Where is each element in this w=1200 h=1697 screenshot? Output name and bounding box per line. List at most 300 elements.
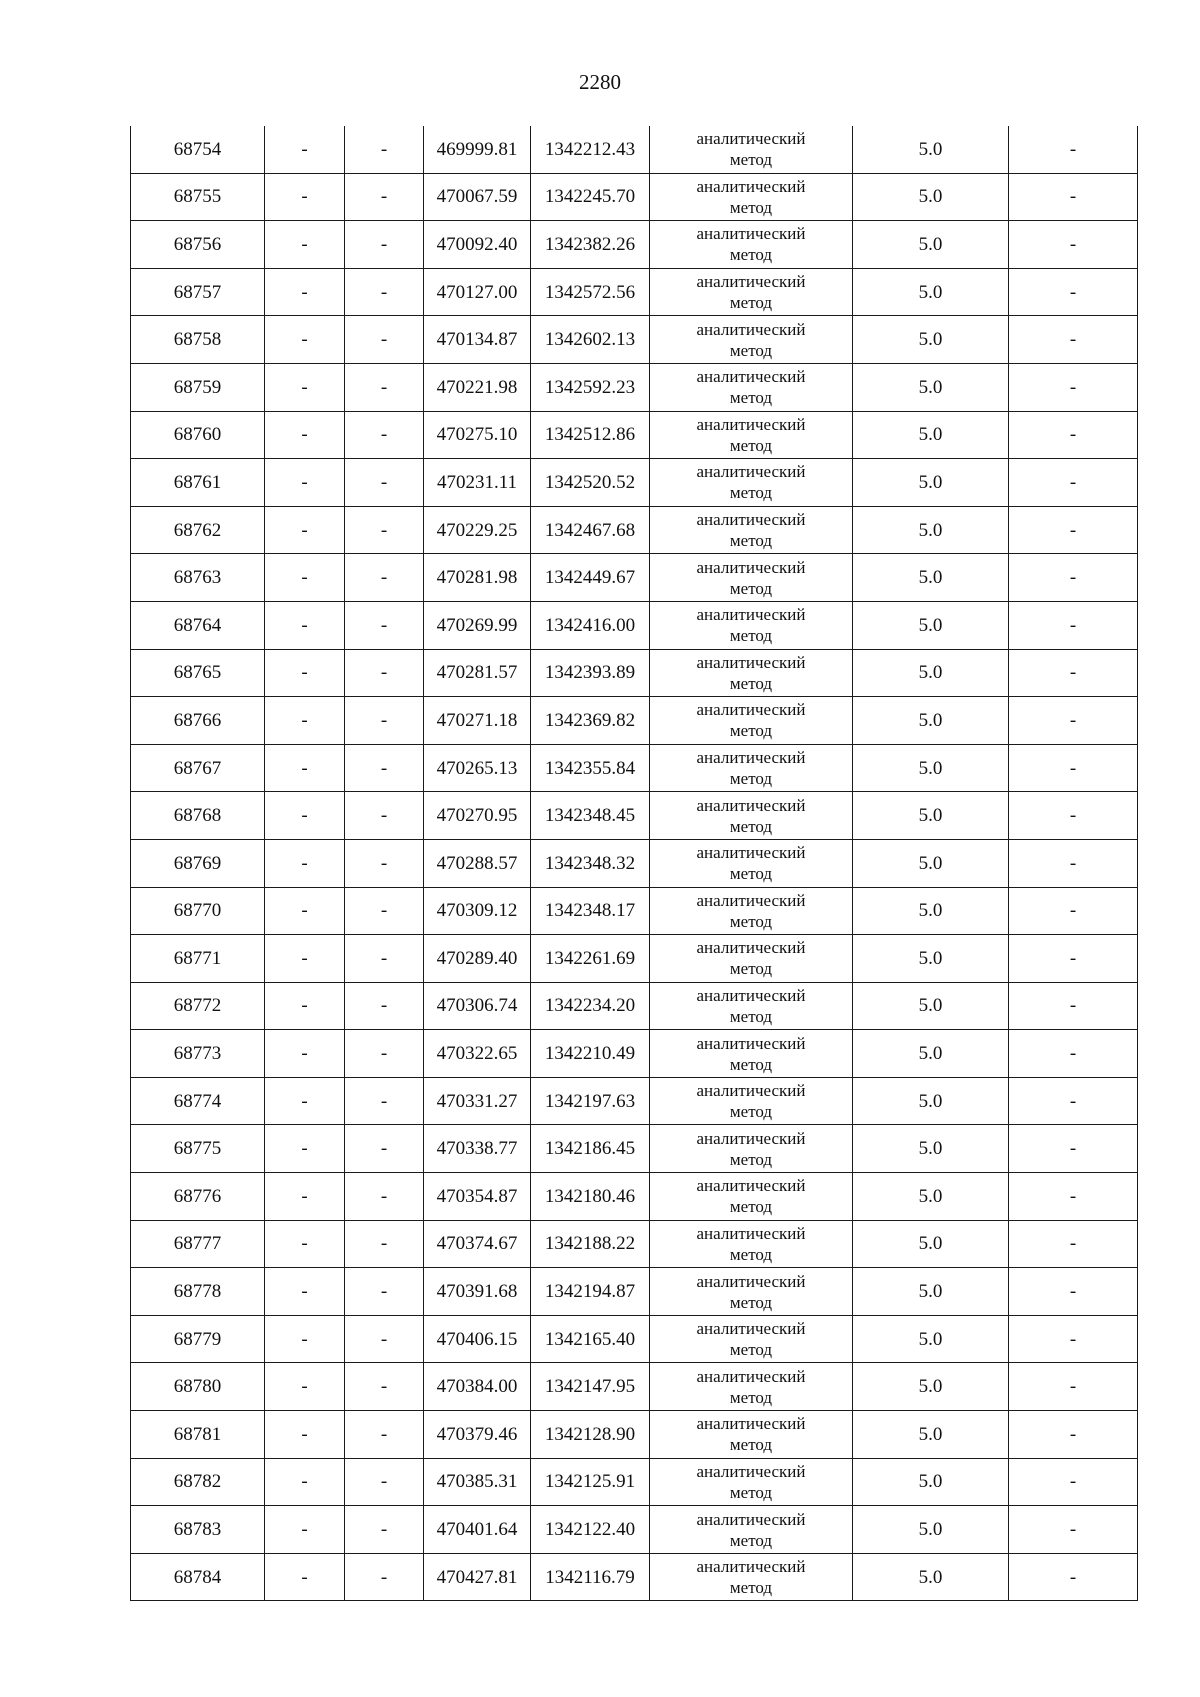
cell-method [650,1411,853,1459]
cell-method [650,1220,853,1268]
cell-col8: - [1009,1411,1138,1459]
method-line-2: метод [729,911,773,931]
table-row [131,935,1138,983]
cell-col3: - [345,173,424,221]
method-line-2: метод [729,578,773,598]
cell-y-coordinate: 1342348.45 [531,792,650,840]
cell-col8: - [1009,459,1138,507]
cell-col2: - [265,839,345,887]
cell-col2: - [265,411,345,459]
cell-x-coordinate: 470288.57 [424,839,531,887]
cell-point-id: 68761 [131,459,265,507]
cell-method [650,1077,853,1125]
cell-accuracy: 5.0 [853,1030,1009,1078]
method-line-1: аналитический [696,176,806,196]
method-line-2: метод [729,626,773,646]
method-line-1: аналитический [696,129,806,149]
cell-x-coordinate: 470427.81 [424,1553,531,1601]
cell-y-coordinate: 1342212.43 [531,126,650,173]
cell-accuracy: 5.0 [853,316,1009,364]
method-line-1: аналитический [696,1461,806,1481]
cell-accuracy: 5.0 [853,649,1009,697]
cell-method [650,363,853,411]
cell-x-coordinate: 470127.00 [424,268,531,316]
cell-method [650,1268,853,1316]
method-line-2: метод [729,531,773,551]
cell-x-coordinate: 469999.81 [424,126,531,173]
method-line-2: метод [729,435,773,455]
cell-point-id: 68771 [131,935,265,983]
cell-col2: - [265,887,345,935]
cell-accuracy: 5.0 [853,1125,1009,1173]
cell-col2: - [265,1268,345,1316]
cell-col8: - [1009,1315,1138,1363]
cell-accuracy: 5.0 [853,1315,1009,1363]
cell-accuracy: 5.0 [853,268,1009,316]
table-row [131,268,1138,316]
method-line-1: аналитический [696,414,806,434]
cell-x-coordinate: 470281.57 [424,649,531,697]
cell-x-coordinate: 470401.64 [424,1506,531,1554]
cell-col3: - [345,601,424,649]
cell-method [650,411,853,459]
table-row [131,221,1138,269]
cell-y-coordinate: 1342512.86 [531,411,650,459]
cell-point-id: 68766 [131,697,265,745]
cell-y-coordinate: 1342348.17 [531,887,650,935]
cell-accuracy: 5.0 [853,839,1009,887]
method-line-2: метод [729,1387,773,1407]
cell-col3: - [345,649,424,697]
table-row [131,363,1138,411]
cell-accuracy: 5.0 [853,601,1009,649]
cell-col8: - [1009,1030,1138,1078]
cell-method [650,1553,853,1601]
method-line-2: метод [729,721,773,741]
cell-y-coordinate: 1342210.49 [531,1030,650,1078]
cell-col3: - [345,1077,424,1125]
cell-col3: - [345,1268,424,1316]
cell-col3: - [345,221,424,269]
cell-method [650,649,853,697]
cell-col2: - [265,601,345,649]
cell-col2: - [265,1077,345,1125]
method-line-2: метод [729,816,773,836]
cell-col3: - [345,1411,424,1459]
table-row [131,1220,1138,1268]
cell-accuracy: 5.0 [853,1506,1009,1554]
cell-col8: - [1009,1506,1138,1554]
method-line-1: аналитический [696,652,806,672]
cell-method [650,887,853,935]
cell-col8: - [1009,697,1138,745]
cell-col3: - [345,1553,424,1601]
method-line-1: аналитический [696,700,806,720]
table-row [131,316,1138,364]
cell-y-coordinate: 1342449.67 [531,554,650,602]
cell-y-coordinate: 1342382.26 [531,221,650,269]
method-line-1: аналитический [696,272,806,292]
cell-method [650,316,853,364]
table-row [131,982,1138,1030]
cell-method [650,697,853,745]
method-line-1: аналитический [696,1081,806,1101]
cell-col8: - [1009,935,1138,983]
cell-accuracy: 5.0 [853,554,1009,602]
method-line-2: метод [729,673,773,693]
table-row [131,173,1138,221]
cell-col8: - [1009,411,1138,459]
table-row [131,1458,1138,1506]
cell-y-coordinate: 1342520.52 [531,459,650,507]
table-row [131,1030,1138,1078]
cell-col2: - [265,1411,345,1459]
cell-y-coordinate: 1342572.56 [531,268,650,316]
page-number: 2280 [579,70,621,94]
method-line-2: метод [729,197,773,217]
table-row [131,1125,1138,1173]
method-line-1: аналитический [696,795,806,815]
cell-method [650,1458,853,1506]
method-line-1: аналитический [696,1223,806,1243]
cell-x-coordinate: 470385.31 [424,1458,531,1506]
cell-col3: - [345,1458,424,1506]
cell-point-id: 68775 [131,1125,265,1173]
cell-accuracy: 5.0 [853,792,1009,840]
cell-col2: - [265,649,345,697]
cell-col8: - [1009,1268,1138,1316]
cell-method [650,268,853,316]
method-line-2: метод [729,1530,773,1550]
cell-col3: - [345,506,424,554]
cell-y-coordinate: 1342393.89 [531,649,650,697]
cell-point-id: 68756 [131,221,265,269]
cell-x-coordinate: 470384.00 [424,1363,531,1411]
cell-col2: - [265,1173,345,1221]
method-line-1: аналитический [696,1128,806,1148]
cell-col8: - [1009,126,1138,173]
cell-col8: - [1009,363,1138,411]
method-line-2: метод [729,1054,773,1074]
cell-col8: - [1009,316,1138,364]
cell-col3: - [345,363,424,411]
cell-point-id: 68773 [131,1030,265,1078]
table-row [131,601,1138,649]
method-line-2: метод [729,1102,773,1122]
table-row [131,1553,1138,1601]
cell-point-id: 68760 [131,411,265,459]
cell-point-id: 68759 [131,363,265,411]
cell-y-coordinate: 1342147.95 [531,1363,650,1411]
cell-accuracy: 5.0 [853,221,1009,269]
method-line-1: аналитический [696,1414,806,1434]
table-row [131,411,1138,459]
cell-method [650,1030,853,1078]
cell-y-coordinate: 1342245.70 [531,173,650,221]
cell-col8: - [1009,1553,1138,1601]
cell-method [650,1173,853,1221]
cell-col2: - [265,1506,345,1554]
cell-x-coordinate: 470289.40 [424,935,531,983]
cell-y-coordinate: 1342188.22 [531,1220,650,1268]
cell-accuracy: 5.0 [853,744,1009,792]
cell-col8: - [1009,173,1138,221]
cell-col3: - [345,316,424,364]
method-line-1: аналитический [696,462,806,482]
cell-y-coordinate: 1342122.40 [531,1506,650,1554]
cell-accuracy: 5.0 [853,887,1009,935]
cell-accuracy: 5.0 [853,1220,1009,1268]
cell-method [650,744,853,792]
cell-accuracy: 5.0 [853,126,1009,173]
cell-col3: - [345,1363,424,1411]
cell-method [650,601,853,649]
cell-col3: - [345,554,424,602]
cell-method [650,982,853,1030]
cell-y-coordinate: 1342180.46 [531,1173,650,1221]
cell-accuracy: 5.0 [853,506,1009,554]
table-row [131,1268,1138,1316]
table-row [131,506,1138,554]
cell-method [650,554,853,602]
cell-method [650,459,853,507]
cell-x-coordinate: 470406.15 [424,1315,531,1363]
cell-col3: - [345,1315,424,1363]
cell-method [650,792,853,840]
cell-accuracy: 5.0 [853,1363,1009,1411]
cell-point-id: 68769 [131,839,265,887]
cell-col2: - [265,982,345,1030]
table-row [131,792,1138,840]
cell-x-coordinate: 470338.77 [424,1125,531,1173]
table-row [131,459,1138,507]
method-line-1: аналитический [696,1319,806,1339]
cell-col3: - [345,1030,424,1078]
method-line-2: метод [729,483,773,503]
cell-col8: - [1009,982,1138,1030]
cell-col2: - [265,935,345,983]
cell-y-coordinate: 1342197.63 [531,1077,650,1125]
cell-point-id: 68764 [131,601,265,649]
cell-col2: - [265,363,345,411]
table-body [131,126,1138,1601]
cell-col3: - [345,1173,424,1221]
cell-y-coordinate: 1342348.32 [531,839,650,887]
cell-col8: - [1009,1125,1138,1173]
method-line-2: метод [729,959,773,979]
cell-y-coordinate: 1342261.69 [531,935,650,983]
cell-y-coordinate: 1342592.23 [531,363,650,411]
method-line-2: метод [729,1482,773,1502]
cell-point-id: 68767 [131,744,265,792]
table-row [131,1363,1138,1411]
cell-y-coordinate: 1342128.90 [531,1411,650,1459]
cell-col8: - [1009,268,1138,316]
cell-x-coordinate: 470281.98 [424,554,531,602]
cell-col3: - [345,887,424,935]
method-line-1: аналитический [696,985,806,1005]
cell-col8: - [1009,1173,1138,1221]
method-line-2: метод [729,1340,773,1360]
cell-point-id: 68776 [131,1173,265,1221]
cell-y-coordinate: 1342186.45 [531,1125,650,1173]
cell-col3: - [345,126,424,173]
table-row [131,1315,1138,1363]
cell-method [650,839,853,887]
cell-point-id: 68758 [131,316,265,364]
cell-col2: - [265,1030,345,1078]
cell-x-coordinate: 470374.67 [424,1220,531,1268]
cell-col2: - [265,459,345,507]
method-line-2: метод [729,340,773,360]
cell-point-id: 68754 [131,126,265,173]
table-row [131,649,1138,697]
cell-col8: - [1009,506,1138,554]
cell-col8: - [1009,601,1138,649]
method-line-2: метод [729,293,773,313]
method-line-2: метод [729,1435,773,1455]
cell-col3: - [345,268,424,316]
cell-x-coordinate: 470309.12 [424,887,531,935]
cell-point-id: 68778 [131,1268,265,1316]
method-line-1: аналитический [696,1271,806,1291]
cell-x-coordinate: 470275.10 [424,411,531,459]
cell-col2: - [265,316,345,364]
cell-col8: - [1009,221,1138,269]
cell-point-id: 68770 [131,887,265,935]
cell-point-id: 68783 [131,1506,265,1554]
cell-method [650,221,853,269]
method-line-2: метод [729,388,773,408]
table-row [131,839,1138,887]
cell-method [650,126,853,173]
method-line-1: аналитический [696,1366,806,1386]
cell-x-coordinate: 470271.18 [424,697,531,745]
cell-x-coordinate: 470092.40 [424,221,531,269]
cell-point-id: 68784 [131,1553,265,1601]
cell-method [650,173,853,221]
cell-y-coordinate: 1342416.00 [531,601,650,649]
cell-x-coordinate: 470221.98 [424,363,531,411]
table-row [131,1506,1138,1554]
method-line-2: метод [729,245,773,265]
table-row [131,887,1138,935]
cell-col2: - [265,697,345,745]
cell-method [650,1506,853,1554]
cell-col8: - [1009,839,1138,887]
cell-point-id: 68762 [131,506,265,554]
cell-col8: - [1009,1077,1138,1125]
cell-y-coordinate: 1342194.87 [531,1268,650,1316]
cell-col2: - [265,173,345,221]
method-line-2: метод [729,1006,773,1026]
cell-x-coordinate: 470231.11 [424,459,531,507]
method-line-1: аналитический [696,1557,806,1577]
method-line-1: аналитический [696,557,806,577]
cell-x-coordinate: 470354.87 [424,1173,531,1221]
cell-accuracy: 5.0 [853,982,1009,1030]
method-line-1: аналитический [696,1033,806,1053]
method-line-2: метод [729,769,773,789]
cell-col2: - [265,221,345,269]
method-line-1: аналитический [696,224,806,244]
cell-col3: - [345,744,424,792]
cell-y-coordinate: 1342369.82 [531,697,650,745]
cell-col2: - [265,1458,345,1506]
method-line-1: аналитический [696,1176,806,1196]
cell-accuracy: 5.0 [853,411,1009,459]
table-row [131,1077,1138,1125]
cell-col3: - [345,982,424,1030]
cell-col8: - [1009,887,1138,935]
cell-x-coordinate: 470265.13 [424,744,531,792]
cell-y-coordinate: 1342234.20 [531,982,650,1030]
table-row [131,744,1138,792]
cell-x-coordinate: 470391.68 [424,1268,531,1316]
method-line-2: метод [729,864,773,884]
cell-y-coordinate: 1342602.13 [531,316,650,364]
cell-col3: - [345,697,424,745]
cell-col2: - [265,744,345,792]
cell-x-coordinate: 470134.87 [424,316,531,364]
cell-method [650,935,853,983]
method-line-1: аналитический [696,890,806,910]
cell-col2: - [265,792,345,840]
cell-y-coordinate: 1342116.79 [531,1553,650,1601]
cell-col2: - [265,1125,345,1173]
cell-col8: - [1009,792,1138,840]
cell-point-id: 68772 [131,982,265,1030]
cell-point-id: 68755 [131,173,265,221]
cell-point-id: 68777 [131,1220,265,1268]
method-line-2: метод [729,1197,773,1217]
cell-col8: - [1009,554,1138,602]
cell-x-coordinate: 470306.74 [424,982,531,1030]
cell-accuracy: 5.0 [853,459,1009,507]
cell-method [650,1315,853,1363]
cell-x-coordinate: 470270.95 [424,792,531,840]
cell-col3: - [345,1125,424,1173]
cell-point-id: 68780 [131,1363,265,1411]
cell-point-id: 68782 [131,1458,265,1506]
cell-accuracy: 5.0 [853,1077,1009,1125]
cell-y-coordinate: 1342355.84 [531,744,650,792]
cell-x-coordinate: 470229.25 [424,506,531,554]
cell-col3: - [345,935,424,983]
cell-col8: - [1009,744,1138,792]
table-row [131,1173,1138,1221]
table-row [131,1411,1138,1459]
cell-y-coordinate: 1342165.40 [531,1315,650,1363]
method-line-1: аналитический [696,510,806,530]
table-row [131,554,1138,602]
method-line-1: аналитический [696,319,806,339]
cell-col2: - [265,126,345,173]
method-line-1: аналитический [696,938,806,958]
cell-col2: - [265,1315,345,1363]
cell-x-coordinate: 470322.65 [424,1030,531,1078]
table-row [131,697,1138,745]
cell-col3: - [345,411,424,459]
cell-col2: - [265,1220,345,1268]
cell-col8: - [1009,1220,1138,1268]
cell-point-id: 68765 [131,649,265,697]
cell-col8: - [1009,1458,1138,1506]
cell-col2: - [265,506,345,554]
cell-accuracy: 5.0 [853,935,1009,983]
cell-col3: - [345,792,424,840]
method-line-2: метод [729,150,773,170]
